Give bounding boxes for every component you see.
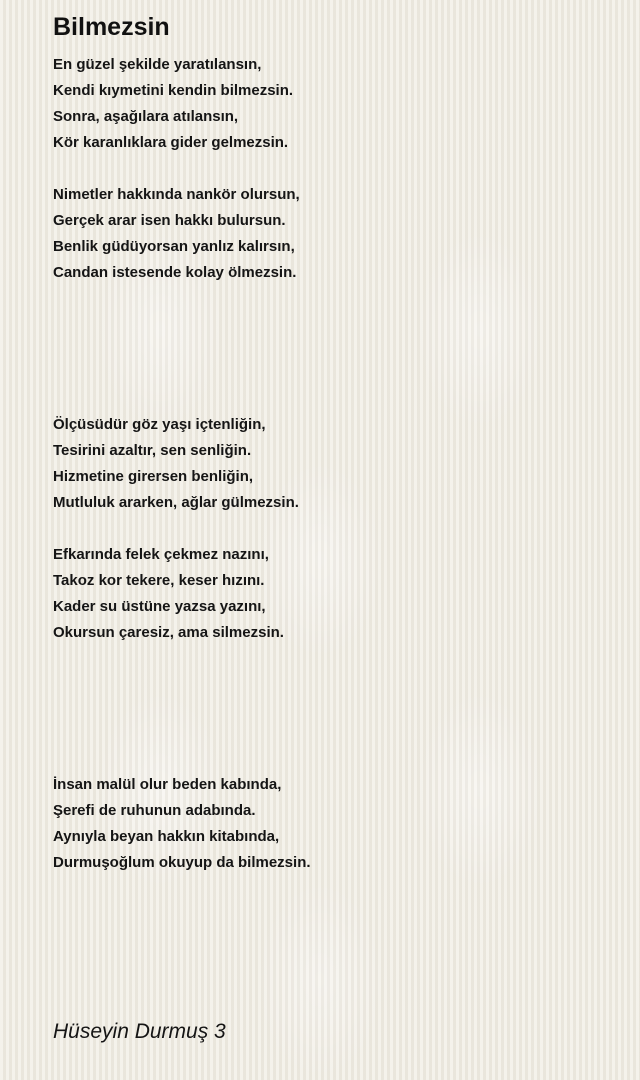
stanza-2 xyxy=(53,182,300,286)
poem-line: Hizmetine girersen benliğin, xyxy=(53,468,254,485)
poem-line: Kendi kıymetini kendin bilmezsin. xyxy=(53,82,294,99)
poem-line: Ölçüsüdür göz yaşı içtenliğin, xyxy=(53,416,266,433)
stanza-4 xyxy=(53,542,284,646)
poem-line: İnsan malül olur beden kabında, xyxy=(53,776,282,793)
poem-line: Kader su üstüne yazsa yazını, xyxy=(53,598,266,615)
poem-line: Nimetler hakkında nankör olursun, xyxy=(53,186,300,203)
poem-line: Tesirini azaltır, sen senliğin. xyxy=(53,442,252,459)
poem-line: En güzel şekilde yaratılansın, xyxy=(53,56,262,73)
poem-line: Benlik güdüyorsan yanlız kalırsın, xyxy=(53,238,295,255)
poem-title: Bilmezsin xyxy=(53,13,170,41)
poem-author: Hüseyin Durmuş 3 xyxy=(53,1020,226,1043)
poem-line: Efkarında felek çekmez nazını, xyxy=(53,546,269,563)
stanza-1 xyxy=(53,52,293,156)
stanza-5 xyxy=(53,772,311,876)
stanza-3 xyxy=(53,412,299,516)
poem-line: Aynıyla beyan hakkın kitabında, xyxy=(53,828,280,845)
poem-line: Takoz kor tekere, keser hızını. xyxy=(53,572,265,589)
poem-line: Gerçek arar isen hakkı bulursun. xyxy=(53,212,286,229)
poem-line: Durmuşoğlum okuyup da bilmezsin. xyxy=(53,854,311,871)
poem-line: Mutluluk ararken, ağlar gülmezsin. xyxy=(53,494,299,511)
poem-line: Sonra, aşağılara atılansın, xyxy=(53,108,239,125)
poem-line: Candan istesende kolay ölmezsin. xyxy=(53,264,297,281)
poem-line: Kör karanlıklara gider gelmezsin. xyxy=(53,134,289,151)
poem-line: Okursun çaresiz, ama silmezsin. xyxy=(53,624,284,641)
poem-line: Şerefi de ruhunun adabında. xyxy=(53,802,256,819)
